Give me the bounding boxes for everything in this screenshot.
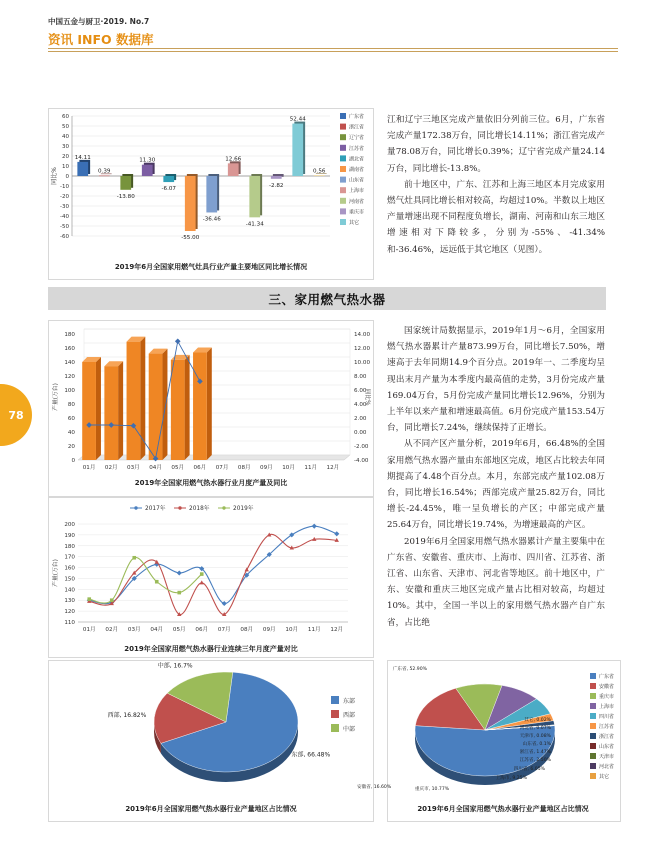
legend-label: 浙江省 (599, 734, 615, 740)
y-tick-label: -30 (60, 204, 69, 210)
bar (149, 354, 163, 460)
y-left-tick-label: 140 (64, 360, 75, 366)
legend-label: 重庆市 (599, 694, 615, 700)
bar (127, 342, 141, 460)
legend-marker (178, 506, 181, 509)
bar (99, 176, 110, 177)
x-tick-label: 09月 (262, 627, 276, 633)
bar-3d-side (185, 355, 190, 460)
legend-swatch (340, 219, 346, 225)
legend-label: 湖南省 (349, 167, 365, 173)
slice-label: 广东省, 52.90% (392, 667, 427, 672)
x-tick-label: 04月 (150, 627, 164, 633)
slice-label: 上海市, 9.25% (495, 776, 527, 781)
legend-label: 广东省 (349, 114, 365, 120)
data-label: -13.80 (116, 193, 135, 200)
y-right-tick-label: 8.00 (354, 374, 367, 380)
y-right-tick-label: 4.00 (354, 402, 367, 408)
chart1-caption: 2019年6月全国家用燃气灶具行业产量主要地区同比增长情况 (114, 263, 308, 271)
bar (271, 176, 282, 179)
journal-header: 中国五金与厨卫·2019. No.7 (48, 17, 150, 26)
y-tick-label: 180 (64, 543, 75, 550)
slice-label: 天津市, 0.08% (519, 734, 551, 739)
legend-label: 江苏省 (349, 145, 365, 152)
legend-label: 湖北省 (349, 156, 365, 163)
chart1-stove-yoy (48, 108, 374, 266)
y-tick-label: 60 (62, 114, 69, 120)
legend-swatch (331, 710, 339, 718)
legend-marker (222, 506, 225, 509)
y-right-tick-label: -4.00 (354, 458, 369, 464)
legend-label: 中部 (343, 726, 356, 733)
series-marker (222, 601, 227, 606)
data-label: -36.46 (202, 216, 221, 223)
text-column-bottom (387, 323, 605, 631)
y-tick-label: 50 (62, 124, 69, 130)
data-label: 0.56 (313, 168, 326, 175)
legend-label: 广东省 (599, 674, 615, 680)
y-left-tick-label: 20 (67, 444, 75, 450)
y-tick-label: 130 (64, 598, 75, 605)
x-tick-label: 03月 (127, 627, 141, 633)
bar-3d-side (96, 357, 101, 460)
x-tick-label: 04月 (149, 465, 162, 471)
x-tick-label: 10月 (282, 465, 295, 471)
data-label: -2.82 (269, 182, 284, 189)
legend-label: 山东省 (349, 177, 365, 184)
x-tick-label: 02月 (104, 465, 118, 471)
y-right-tick-label: 10.00 (354, 360, 371, 366)
y-tick-label: 150 (64, 576, 75, 583)
x-tick-label: 05月 (172, 627, 186, 633)
y-left-tick-label: 40 (67, 430, 75, 436)
legend-swatch (590, 773, 596, 779)
chart4-caption: 2019年6月全国家用燃气热水器行业产量地区占比情况 (125, 805, 297, 813)
y-left-tick-label: 100 (64, 388, 75, 394)
x-tick-label: 08月 (240, 627, 254, 633)
legend-label: 天津市 (599, 754, 615, 760)
legend-marker (134, 506, 137, 509)
bar (171, 360, 185, 460)
legend-swatch (340, 166, 346, 172)
y-tick-label: 200 (64, 522, 75, 528)
chart5-caption: 2019年6月全国家用燃气热水器行业产量地区占比情况 (417, 805, 589, 813)
y-tick-label: 170 (64, 554, 75, 561)
bar (142, 165, 153, 176)
slice-label: 四川省, 6.05% (513, 767, 545, 772)
y-left-axis-label: 产量(万台) (53, 383, 59, 411)
y-tick-label: -50 (60, 224, 69, 230)
series-marker (200, 580, 204, 584)
chart5-province-pie (357, 660, 621, 810)
slice-label: 东部, 66.48% (291, 751, 331, 759)
legend-label: 重庆市 (349, 209, 365, 216)
x-tick-label: 01月 (82, 627, 96, 633)
x-tick-label: 05月 (171, 465, 185, 471)
y-tick-label: 140 (64, 587, 75, 594)
x-tick-label: 11月 (307, 627, 321, 633)
series-marker (132, 556, 136, 560)
x-tick-label: 06月 (195, 627, 209, 633)
legend-swatch (340, 198, 346, 204)
y-right-tick-label: -2.00 (354, 444, 369, 450)
data-label: -55.00 (181, 235, 200, 241)
x-tick-label: 09月 (260, 465, 273, 471)
bar (193, 353, 207, 460)
data-label: 12.66 (225, 156, 242, 163)
legend-swatch (331, 696, 339, 704)
data-label: 11.30 (139, 157, 156, 164)
data-label: -41.34 (245, 221, 264, 228)
y-tick-label: 20 (62, 154, 69, 160)
x-tick-label: 08月 (237, 465, 251, 471)
slice-label: 河北省, 0.07% (519, 726, 551, 731)
y-tick-label: 190 (64, 532, 75, 539)
y-axis-label: 产量(万台) (53, 559, 59, 587)
y-tick-label: 120 (64, 609, 75, 616)
legend-swatch (590, 683, 596, 689)
slice-label: 山东省, 0.1% (522, 742, 551, 747)
y-tick-label: 10 (62, 164, 69, 170)
bar (314, 175, 325, 176)
bar (185, 176, 196, 231)
slice-label: 浙江省, 1.47% (519, 750, 551, 755)
y-tick-label: 160 (64, 565, 75, 572)
y-tick-label: -20 (60, 194, 69, 200)
legend-swatch (340, 113, 346, 119)
page-number: 78 (8, 408, 24, 422)
data-label: 0.39 (98, 168, 111, 175)
data-label: 14.11 (74, 154, 91, 161)
x-tick-label: 12月 (326, 465, 340, 471)
y-tick-label: 0 (65, 174, 69, 180)
bar-3d-side (118, 361, 123, 460)
y-left-tick-label: 120 (64, 374, 75, 380)
bar-3d-side (162, 349, 167, 460)
yoy-point (175, 338, 181, 344)
slice-label: 安徽省, 16.60% (357, 785, 392, 790)
legend-swatch (590, 703, 596, 709)
section-header: 资讯 INFO 数据库 (48, 32, 154, 47)
slice-label: 西部, 16.82% (107, 711, 147, 719)
series-marker (334, 531, 339, 536)
legend-label: 2018年 (189, 506, 210, 512)
y-tick-label: 30 (62, 144, 69, 150)
legend-swatch (590, 763, 596, 769)
y-left-tick-label: 0 (71, 458, 75, 464)
slice-label: 重庆市, 10.77% (414, 787, 450, 792)
text-column-top (387, 112, 605, 258)
legend-label: 山东省 (599, 744, 615, 750)
y-right-tick-label: 12.00 (354, 346, 371, 352)
legend-swatch (340, 177, 346, 183)
section-title-banner: 三、家用燃气热水器 (48, 287, 606, 310)
series-marker (87, 597, 91, 601)
y-left-tick-label: 60 (67, 416, 75, 422)
bar (163, 176, 174, 182)
series-marker (177, 591, 181, 595)
legend-swatch (340, 145, 346, 151)
y-left-tick-label: 160 (64, 346, 75, 352)
legend-label: 其它 (349, 220, 360, 226)
bar (249, 176, 260, 217)
series-marker (110, 598, 114, 602)
y-right-tick-label: 14.00 (354, 332, 371, 338)
legend-label: 四川省 (599, 714, 615, 720)
series-line (89, 526, 337, 603)
y-tick-label: 110 (64, 620, 75, 626)
legend-swatch (590, 723, 596, 729)
y-right-tick-label: 2.00 (354, 416, 367, 422)
paragraph: 2019年6月全国家用燃气热水器累计产量主要集中在广东省、安徽省、重庆市、上海市、四川省、江苏省、浙江省、山东省、天津市、河北省等地区。前十地区中，广东、安徽和重庆三地区完成产量占比相对较高，均超过10%。其中，全国一半以上的家用燃气热水器产自广东省，占比绝 (387, 536, 605, 628)
x-tick-label: 10月 (285, 627, 299, 633)
bar (77, 162, 88, 176)
legend-swatch (590, 743, 596, 749)
x-tick-label: 07月 (217, 627, 231, 633)
legend-label: 其它 (599, 774, 610, 780)
x-tick-label: 12月 (330, 627, 344, 633)
slice-label: 中部, 16.7% (157, 662, 193, 670)
legend-swatch (590, 753, 596, 759)
y-right-tick-label: 0.00 (354, 430, 367, 436)
bar (292, 124, 303, 176)
paragraph: 前十地区中，广东、江苏和上海三地区本月完成家用燃气灶具同比增长相对较高，均超过10%。半数以上地区产量增速出现不同程度负增长，湖南、河南和山东三地区增速相对下降较多，分别为-55%、-41.34%和-36.46%，远远低于其它地区（见图）。 (387, 179, 605, 255)
legend-label: 2017年 (145, 506, 166, 512)
x-tick-label: 06月 (193, 465, 207, 471)
chart2-caption: 2019年全国家用燃气热水器行业月度产量及同比 (134, 479, 288, 487)
bar-3d-side (207, 348, 212, 460)
legend-swatch (590, 673, 596, 679)
y-left-tick-label: 180 (64, 332, 75, 338)
chart4-region-pie (48, 660, 374, 810)
series-marker (200, 572, 204, 576)
legend-label: 安徽省 (599, 684, 615, 690)
y-right-tick-label: 6.00 (354, 388, 367, 394)
legend-label: 东部 (343, 698, 356, 705)
x-tick-label: 01月 (82, 465, 96, 471)
paragraph: 江和辽宁三地区完成产量依旧分列前三位。6月，广东省完成产量172.38万台，同比增长14.11%；浙江省完成产量78.08万台，同比增长0.39%；辽宁省完成产量24.14万台，同比增长-13.8%。 (387, 115, 605, 174)
series-marker (155, 580, 159, 584)
header-rule (48, 48, 618, 49)
legend-label: 江苏省 (599, 724, 615, 730)
legend-swatch (340, 187, 346, 193)
paragraph: 从不同产区产量分析，2019年6月，66.48%的全国家用燃气热水器产量由东部地区完成，地区占比较去年同期提高了4.48个百分点。本月，东部完成产量102.08万台，同比增长16.54%；西部完成产量25.82万台，同比增长-24.45%，唯一呈负增长的产区；中部完成产量25.64万台，同比增长19.74%，为增速最高的产区。 (387, 439, 605, 531)
y-tick-label: -40 (60, 214, 69, 220)
legend-label: 西部 (343, 712, 356, 719)
y-tick-label: -60 (60, 234, 69, 240)
bar (228, 163, 239, 176)
legend-label: 浙江省 (349, 124, 365, 131)
header-rule-thin (48, 51, 618, 52)
legend-label: 河北省 (599, 764, 615, 770)
legend-swatch (331, 724, 339, 732)
y-tick-label: 40 (62, 134, 69, 140)
y-tick-label: -10 (60, 184, 69, 190)
legend-label: 2019年 (233, 506, 254, 512)
chart3-three-year-compare (48, 496, 374, 641)
bar (120, 176, 131, 190)
chart3-caption: 2019年全国家用燃气热水器行业连续三年月度产量对比 (124, 645, 298, 653)
x-tick-label: 11月 (304, 465, 318, 471)
bar (104, 366, 118, 460)
legend-label: 上海市 (599, 704, 615, 710)
x-tick-label: 03月 (127, 465, 140, 471)
paragraph: 国家统计局数据显示，2019年1月～6月，全国家用燃气热水器累计产量873.99万台，同比增长7.50%，增速高于去年同期14.9个百分点。2019年一、二季度均呈现出末月产量为本季度内最高值的走势，3月份完成产量169.04万台，5月份完成产量同比增长12.96%，分别为上半年以来产量和增速最高值。6月份完成产量153.54万台，同比增长7.24%，继续保持了正增长。 (387, 326, 605, 434)
chart-wall (84, 329, 350, 455)
series-line (89, 534, 337, 614)
legend-swatch (340, 134, 346, 140)
legend-swatch (340, 208, 346, 214)
page-number-tab (0, 384, 32, 446)
series-marker (177, 570, 182, 575)
legend-label: 河南省 (349, 198, 365, 205)
legend-swatch (590, 733, 596, 739)
legend-swatch (340, 155, 346, 161)
legend-swatch (590, 693, 596, 699)
y-left-tick-label: 80 (67, 402, 75, 408)
y-axis-label: 同比% (51, 167, 58, 185)
legend-swatch (340, 124, 346, 130)
bar (206, 176, 217, 212)
slice-label: 其它, 0.02% (524, 718, 551, 723)
bar (82, 362, 96, 460)
legend-swatch (590, 713, 596, 719)
series-line (89, 557, 202, 603)
legend-label: 上海市 (349, 188, 365, 195)
slice-label: 江苏省, 2.50% (519, 758, 551, 763)
data-label: 52.44 (289, 116, 306, 123)
x-tick-label: 07月 (215, 465, 229, 471)
x-tick-label: 02月 (105, 627, 119, 633)
data-label: -6.07 (161, 186, 176, 193)
series-marker (312, 524, 317, 529)
y-right-axis-label: 同比% (364, 388, 370, 406)
legend-label: 辽宁省 (349, 135, 365, 142)
chart2-monthly-output (48, 320, 374, 478)
